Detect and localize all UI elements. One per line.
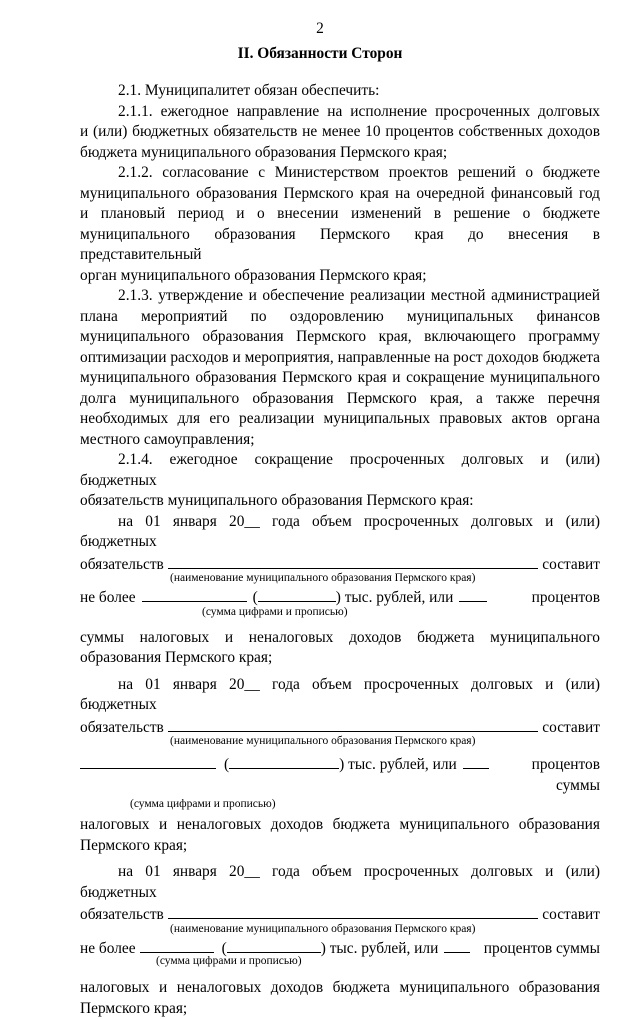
percent-field[interactable] <box>444 937 470 953</box>
text-line: и (или) бюджетных обязательств не менее 10 процентов собственных доходов <box>80 122 600 143</box>
text-line: 2.1.1. ежегодное направление на исполнение просроченных долговых <box>80 102 600 123</box>
amount-field[interactable] <box>142 586 247 602</box>
text-line: и плановый период и о внесении изменений в решение о бюджете <box>80 204 600 225</box>
percent-field[interactable] <box>463 753 489 769</box>
text-line: муниципального образования Пермского края, включающего программу <box>80 327 600 348</box>
sum-caption: (сумма цифрами и прописью) <box>130 798 600 811</box>
form-block-3 <box>80 862 600 1019</box>
municipality-name-field[interactable] <box>168 903 538 919</box>
date-line: на 01 января 20__ года объем просроченных долговых и (или) бюджетных <box>80 512 600 553</box>
text-line: муниципального образования Пермского края до внесения в представительный <box>80 225 600 266</box>
obligations-label: обязательств <box>80 718 164 739</box>
text-line: бюджета муниципального образования Пермского края; <box>80 143 600 164</box>
text-line: муниципального образования Пермского края на очередной финансовый год <box>80 184 600 205</box>
text-line: оптимизации расходов и мероприятия, направленные на рост доходов бюджета <box>80 348 600 369</box>
makes-label: составит <box>542 555 600 576</box>
text-line: 2.1.2. согласование с Министерством проектов решений о бюджете <box>80 163 600 184</box>
sum-caption: (сумма цифрами и прописью) <box>202 606 600 619</box>
obligations-label: обязательств <box>80 555 164 576</box>
percent-label: процентов <box>493 588 600 609</box>
municipality-name-field[interactable] <box>168 553 538 569</box>
document-body <box>80 81 600 1019</box>
not-more-label: не более <box>80 939 136 960</box>
amount-line <box>80 753 600 796</box>
text-line: долга муниципального образования Пермского края, а также перечня <box>80 389 600 410</box>
clause-2-1: 2.1. Муниципалитет обязан обеспечить: <box>80 81 600 102</box>
thous-rub-label: ) тыс. рублей, или <box>336 588 454 609</box>
name-caption: (наименование муниципального образования Пермского края) <box>170 923 600 936</box>
text-line: обязательств муниципального образования Пермского края: <box>80 491 600 512</box>
text-line: местного самоуправления; <box>80 430 600 451</box>
clause-2-1-1 <box>80 102 600 164</box>
form-block-2 <box>80 675 600 857</box>
clause-2-1-4 <box>80 450 600 512</box>
paren-open: ( <box>253 588 258 609</box>
thous-rub-label: ) тыс. рублей, или <box>339 755 457 776</box>
text-line: суммы налоговых и неналоговых доходов бюджета муниципального <box>80 628 600 649</box>
text-line: образования Пермского края; <box>80 648 600 669</box>
text-line: 2.1.3. утверждение и обеспечение реализации местной администрацией <box>80 286 600 307</box>
clause-2-1-3 <box>80 286 600 450</box>
amount-words-field[interactable] <box>227 937 321 953</box>
text-line: необходимых для его реализации муниципальных правовых актов органа <box>80 409 600 430</box>
municipality-name-field[interactable] <box>168 716 538 732</box>
text-line: муниципального образования Пермского края и сокращение муниципального <box>80 368 600 389</box>
thous-rub-label: ) тыс. рублей, или <box>321 939 439 960</box>
text-line: Пермского края; <box>80 836 600 857</box>
text-line: плана мероприятий по оздоровлению муниципальных финансов <box>80 307 600 328</box>
paren-open: ( <box>222 939 227 960</box>
percent-label: процентов суммы <box>495 755 600 796</box>
sum-caption: (сумма цифрами и прописью) <box>156 955 600 968</box>
amount-field[interactable] <box>140 937 214 953</box>
percent-label: процентов суммы <box>476 939 600 960</box>
text-line: орган муниципального образования Пермского края; <box>80 266 600 287</box>
name-caption: (наименование муниципального образования Пермского края) <box>170 735 600 748</box>
paren-open: ( <box>224 755 229 776</box>
makes-label: составит <box>542 905 600 926</box>
amount-field[interactable] <box>80 753 216 769</box>
section-title: II. Обязанности Сторон <box>0 44 640 65</box>
name-caption: (наименование муниципального образования Пермского края) <box>170 572 600 585</box>
amount-words-field[interactable] <box>229 753 339 769</box>
text-line: налоговых и неналоговых доходов бюджета муниципального образования <box>80 815 600 836</box>
date-line: на 01 января 20__ года объем просроченных долговых и (или) бюджетных <box>80 862 600 903</box>
date-line: на 01 января 20__ года объем просроченных долговых и (или) бюджетных <box>80 675 600 716</box>
not-more-label: не более <box>80 588 136 609</box>
text-line: 2.1.4. ежегодное сокращение просроченных долговых и (или) бюджетных <box>80 450 600 491</box>
obligations-label: обязательств <box>80 905 164 926</box>
page-number: 2 <box>0 19 640 40</box>
percent-field[interactable] <box>459 586 487 602</box>
amount-words-field[interactable] <box>258 586 336 602</box>
text-line: Пермского края; <box>80 999 600 1019</box>
clause-2-1-2 <box>80 163 600 286</box>
makes-label: составит <box>542 718 600 739</box>
text-line: налоговых и неналоговых доходов бюджета муниципального образования <box>80 978 600 999</box>
form-block-1 <box>80 512 600 669</box>
